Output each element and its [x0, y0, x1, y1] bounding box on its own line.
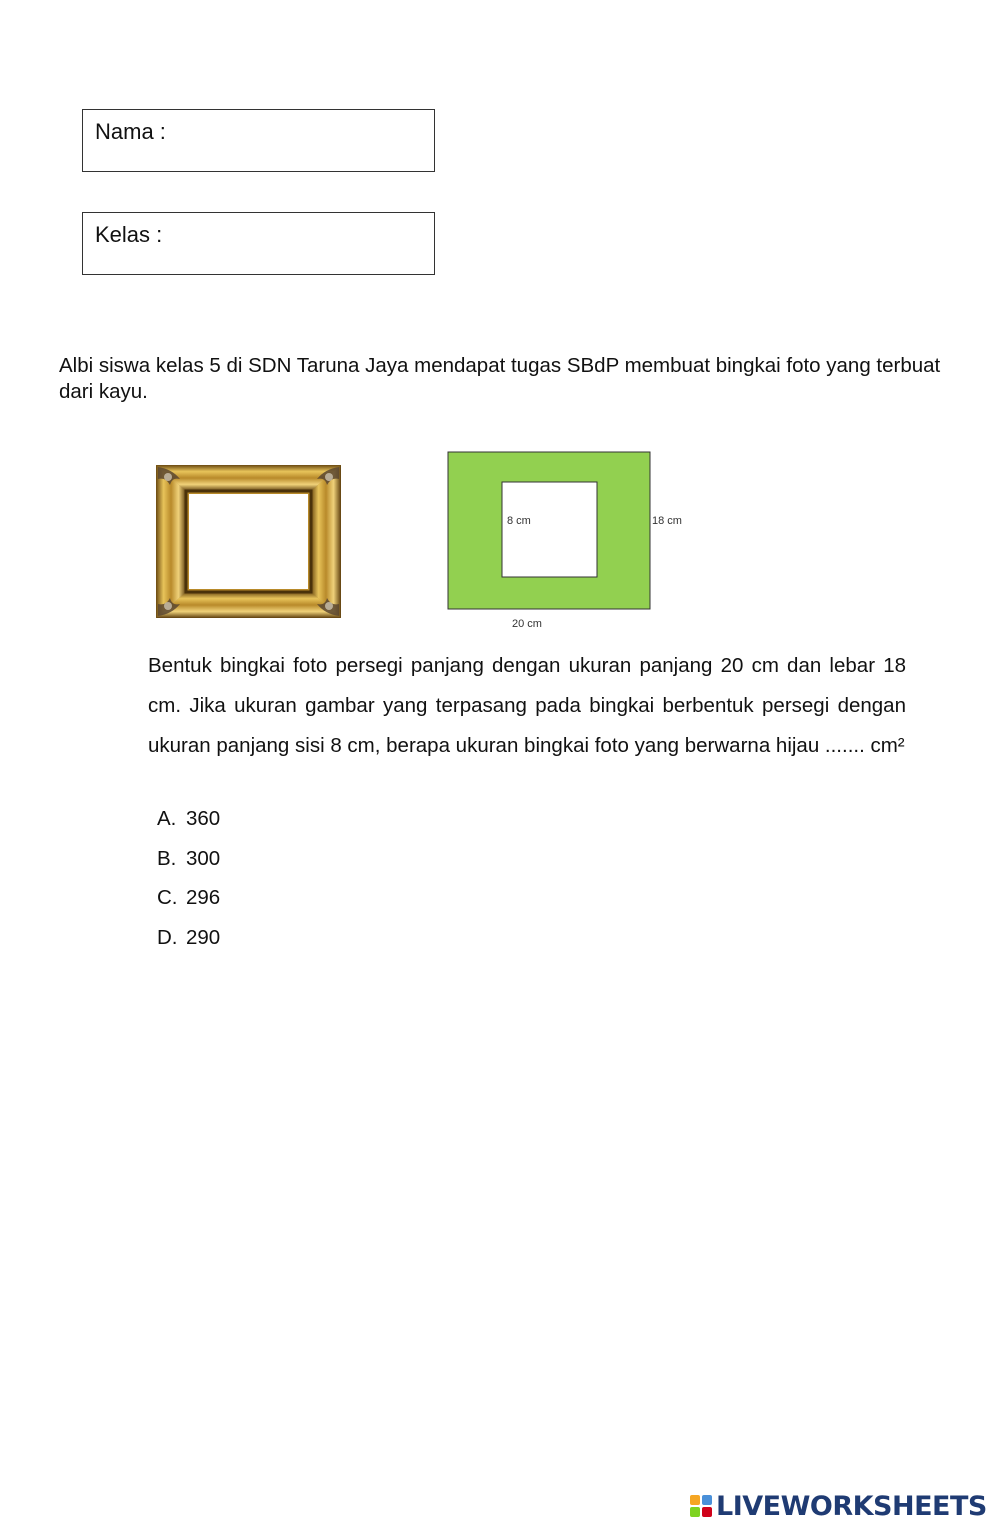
- option-letter: A.: [157, 807, 177, 830]
- brand-text: LIVEWORKSHEETS: [716, 1490, 987, 1522]
- liveworksheets-brand: [690, 1489, 987, 1523]
- option-d[interactable]: [157, 920, 220, 960]
- liveworksheets-logo-icon: [690, 1495, 712, 1517]
- logo-tile: [702, 1495, 712, 1505]
- option-value: 290: [186, 925, 221, 949]
- option-b[interactable]: [157, 841, 220, 881]
- option-letter: C.: [157, 886, 178, 909]
- option-letter: B.: [157, 846, 177, 870]
- option-value: 300: [186, 846, 221, 870]
- inner-square: [502, 482, 597, 577]
- answer-options: [157, 801, 220, 959]
- logo-tile: [690, 1495, 700, 1505]
- width-label: 20 cm: [512, 618, 542, 630]
- name-field[interactable]: [82, 109, 435, 172]
- logo-tile: [690, 1507, 700, 1517]
- intro-text: Albi siswa kelas 5 di SDN Taruna Jaya mendapat tugas SBdP membuat bingkai foto yang terbuat dari kayu.: [59, 354, 941, 403]
- gold-frame-image: [156, 465, 341, 618]
- inner-side-label: 8 cm: [507, 515, 531, 527]
- frame-diagram: [440, 446, 710, 636]
- height-label: 18 cm: [652, 515, 682, 527]
- option-value: 360: [186, 807, 221, 830]
- option-c[interactable]: [157, 880, 220, 920]
- option-value: 296: [186, 886, 221, 909]
- class-label: Kelas :: [95, 222, 163, 247]
- question-text: Bentuk bingkai foto persegi panjang dengan ukuran panjang 20 cm dan lebar 18 cm. Jika ukuran gambar yang terpasang pada bingkai berbentuk persegi dengan ukuran panjang sisi 8 cm, berapa ukuran bingkai foto yang berwarna hijau ....... cm²: [148, 654, 906, 757]
- class-field[interactable]: [82, 212, 435, 275]
- name-label: Nama :: [95, 119, 166, 144]
- logo-tile: [702, 1507, 712, 1517]
- option-a[interactable]: [157, 801, 220, 841]
- option-letter: D.: [157, 925, 178, 949]
